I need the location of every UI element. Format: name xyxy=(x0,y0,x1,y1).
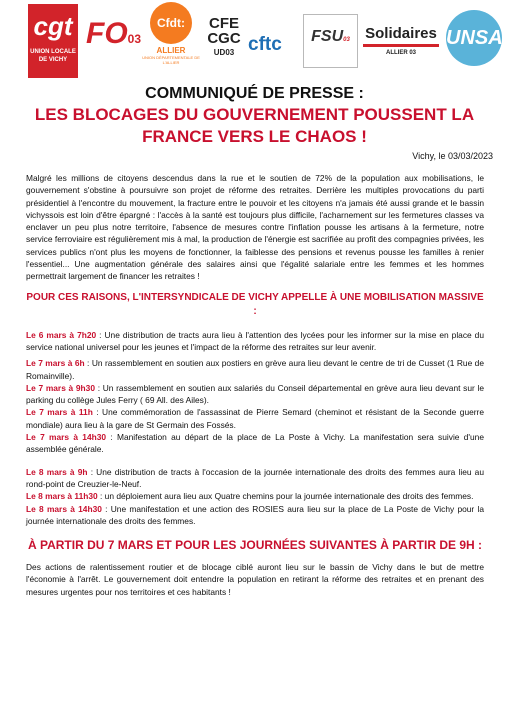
unsa-logo xyxy=(446,4,506,78)
event-description: : Manifestation au départ de la place de La Poste à Vichy. La manifestation sera suivie d'une assemblée générale. xyxy=(26,432,484,455)
document-date: Vichy, le 03/03/2023 xyxy=(412,151,493,161)
cfdt-logo-subtitle: ALLIER xyxy=(156,46,186,55)
cfdt-logo-mark: Cfdt: xyxy=(150,2,192,44)
event-date: Le 8 mars à 9h xyxy=(26,466,88,477)
event-item xyxy=(26,431,484,456)
mobilisation-call-heading: POUR CES RAISONS, L'INTERSYNDICALE DE VICHY APPELLE À UNE MOBILISATION MASSIVE : xyxy=(26,291,484,317)
cftc-logo: cftc xyxy=(248,34,282,55)
fo-logo xyxy=(86,14,142,54)
event-item xyxy=(26,382,484,407)
headline-line-2: FRANCE VERS LE CHAOS ! xyxy=(142,127,367,146)
cfe-cgc-logo-subtitle: UD03 xyxy=(213,48,235,57)
cfdt-logo-fineprint: UNION DÉPARTEMENTALE DE L'ALLIER xyxy=(142,55,200,65)
solidaires-logo xyxy=(363,24,439,64)
union-logos-banner xyxy=(0,0,509,80)
event-description: : Une manifestation et une action des ROSIES aura lieu sur la place de La Poste de Vichy pour la journée internationale des droits des femmes. xyxy=(26,503,484,526)
fsu-logo-badge: 03 xyxy=(343,37,350,43)
event-date: Le 6 mars à 7h20 xyxy=(26,329,97,340)
event-date: Le 7 mars à 14h30 xyxy=(26,432,107,443)
headline-line-1: LES BLOCAGES DU GOUVERNEMENT POUSSENT LA xyxy=(34,105,475,124)
unsa-logo-mark: UNSA xyxy=(446,10,502,66)
event-item xyxy=(26,503,484,528)
cgt-logo-subtitle-2: DE VICHY xyxy=(38,57,68,63)
event-item xyxy=(26,490,484,502)
closing-paragraph: Des actions de ralentissement routier et de blocage ciblé auront lieu sur le bassin de Vichy dans le but de mettre l'économie à l'arrêt. Le gouvernement doit entendre la population en retirant la réforme des retraites et en prenant des mesures urgentes pour nos territoires et ces habitants ! xyxy=(26,562,484,597)
cgt-logo xyxy=(28,4,78,78)
cfe-cgc-logo-line1: CFE xyxy=(209,15,239,32)
blockade-actions-heading: À PARTIR DU 7 MARS ET POUR LES JOURNÉES SUIVANTES À PARTIR DE 9H : xyxy=(27,538,483,553)
event-item xyxy=(26,466,484,491)
fo-logo-number: 03 xyxy=(127,32,142,46)
spacer xyxy=(26,456,484,466)
cgt-logo-subtitle: UNION LOCALE xyxy=(30,49,76,55)
solidaires-logo-mark: Solidaires xyxy=(363,24,439,47)
press-release-header xyxy=(0,84,509,148)
event-description: : Un rassemblement en soutien aux salariés du Conseil départemental en grève aura lieu devant sur le parking du collège Jules Ferry ( 69 All. des Ailes). xyxy=(26,382,484,406)
event-item xyxy=(26,357,484,382)
document-title: COMMUNIQUÉ DE PRESSE : xyxy=(145,85,364,102)
event-date: Le 8 mars à 14h30 xyxy=(26,503,102,514)
fsu-logo xyxy=(303,14,358,68)
event-date: Le 7 mars à 6h xyxy=(26,358,85,369)
event-description: : Une commémoration de l'assassinat de Pierre Semard (cheminot et résistant de la Seconde guerre mondiale) aura lieu à la gare de St Germain des Fossés. xyxy=(26,407,484,430)
event-item xyxy=(26,329,484,354)
cgt-logo-mark: cgt xyxy=(33,11,73,41)
cfdt-logo xyxy=(142,0,200,78)
cfe-cgc-logo xyxy=(202,16,246,74)
fsu-logo-text: FSU xyxy=(311,28,344,45)
event-description: : Un rassemblement en soutien aux postiers en grève aura lieu devant le centre de tri de Cusset (1 Rue de Romainville). xyxy=(26,358,484,381)
intro-paragraph: Malgré les millions de citoyens descendus dans la rue et le soutien de 72% de la population aux mobilisations, le gouvernement s'obstine à poursuivre son projet de réforme des retraites. Derrière les multiples provocations du parti présidentiel à l'encontre du mouvement, la fracture entre le pouvoir et les citoyens n'a jamais été aussi grande et le bassin vichyssois est loin d'être épargné : l'accès à la santé est toujours plus difficile, l'acharnement sur les fermetures classes va enclaver un peu plus notre territoire, l'absence de mesures contre l'inflation pousse les artisans à la fermeture, notre service ferroviaire est régulièrement mis à mal, la production de l'énergie est sacrifiée au profit des compagnies privées, les services publics n'ont plus les moyens de fonctionner, la faiblesse des pensions et revenus pousse les familles à renier l'essentiel... Une augmentation générale des salaires ainsi que l'égalité salariale entre les femmes et les hommes permettrait largement de financer les retraites ! xyxy=(26,173,484,282)
fsu-logo-mark xyxy=(304,15,357,62)
event-date: Le 7 mars à 9h30 xyxy=(26,382,95,393)
event-date: Le 8 mars à 11h30 xyxy=(26,491,98,502)
event-date: Le 7 mars à 11h xyxy=(26,407,93,418)
fo-logo-mark: FO xyxy=(86,17,128,50)
cfe-cgc-logo-line2: CGC xyxy=(207,30,241,47)
event-description: : Une distribution de tracts à l'occasion de la journée internationale des droits des femmes aura lieu au rond-point de Creuzier-le-Neuf. xyxy=(26,466,484,489)
solidaires-logo-subtitle: ALLIER 03 xyxy=(385,50,416,56)
document-body xyxy=(26,172,484,598)
event-description: : Une distribution de tracts aura lieu à l'attention des lycées pour les informer sur la mise en place du service national universel pour les jeunes et l'impact de la réforme des retraites sur leur avenir. xyxy=(26,329,484,352)
event-item xyxy=(26,406,484,431)
event-description: : un déploiement aura lieu aux Quatre chemins pour la journée internationale des droits des femmes. xyxy=(97,491,474,502)
